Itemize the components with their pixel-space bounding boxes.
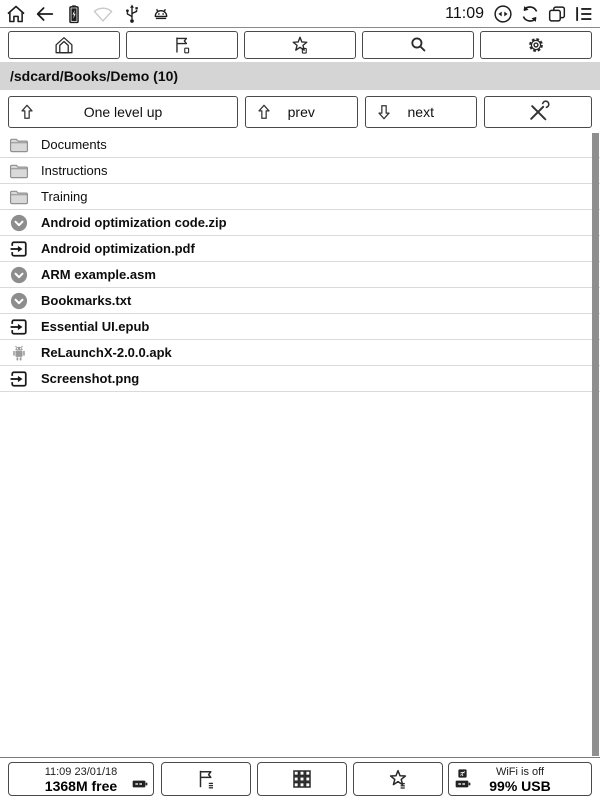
- next-label: next: [407, 104, 434, 120]
- list-item[interactable]: [0, 314, 600, 340]
- file-name: Documents: [41, 137, 107, 152]
- file-icon: [8, 342, 30, 364]
- file-name: Instructions: [41, 163, 108, 178]
- file-icon: [8, 134, 30, 156]
- file-icon: [8, 238, 30, 260]
- file-icon: [8, 316, 30, 338]
- flagged-button[interactable]: [126, 31, 238, 59]
- file-name: Bookmarks.txt: [41, 293, 132, 308]
- favorites-button[interactable]: [244, 31, 356, 59]
- tools-icon: [526, 100, 550, 124]
- file-list: [0, 132, 600, 392]
- file-name: Training: [41, 189, 88, 204]
- scrollbar[interactable]: [592, 133, 599, 756]
- wifi-status-text: WiFi is off: [495, 766, 545, 778]
- bottom-bar: [0, 757, 600, 800]
- current-path: /sdcard/Books/Demo (10): [10, 68, 179, 84]
- file-icon: [8, 290, 30, 312]
- datetime-text: 11:09 23/01/18: [44, 766, 118, 778]
- file-icon: [8, 186, 30, 208]
- list-item[interactable]: [0, 262, 600, 288]
- back-icon[interactable]: [34, 3, 56, 25]
- status-icons-right: [445, 3, 595, 25]
- one-level-up-button[interactable]: [8, 96, 238, 128]
- data-transfer-icon: [492, 3, 514, 25]
- file-name: Essential UI.epub: [41, 319, 150, 334]
- file-name: Screenshot.png: [41, 371, 140, 386]
- battery-status-text: 99% USB: [489, 778, 551, 794]
- refresh-icon[interactable]: [519, 3, 541, 25]
- toolbar: [8, 31, 592, 59]
- favorites-list-button[interactable]: [353, 762, 443, 796]
- search-button[interactable]: [362, 31, 474, 59]
- settings-button[interactable]: [480, 31, 592, 59]
- prev-button[interactable]: [245, 96, 358, 128]
- tools-button[interactable]: [484, 96, 592, 128]
- list-item[interactable]: [0, 210, 600, 236]
- file-name: ReLaunchX-2.0.0.apk: [41, 345, 172, 360]
- app-grid-button[interactable]: [257, 762, 347, 796]
- one-level-up-label: One level up: [83, 104, 163, 120]
- list-item[interactable]: [0, 132, 600, 158]
- path-bar: [0, 62, 600, 90]
- status-bar: [0, 0, 600, 28]
- file-icon: [8, 368, 30, 390]
- android-icon: [150, 3, 172, 25]
- wifi-battery-button[interactable]: [448, 762, 592, 796]
- flag-list-icon: [194, 767, 218, 791]
- wifi-off-icon: [457, 768, 468, 779]
- clock: 11:09: [445, 4, 484, 22]
- file-name: Android optimization.pdf: [41, 241, 195, 256]
- battery-icon: [132, 779, 148, 789]
- status-right-strip: [492, 3, 595, 25]
- menu-icon[interactable]: [573, 3, 595, 25]
- file-icon: [8, 264, 30, 286]
- list-item[interactable]: [0, 236, 600, 262]
- list-item[interactable]: [0, 288, 600, 314]
- file-name: ARM example.asm: [41, 267, 156, 282]
- usb-icon: [121, 3, 143, 25]
- status-icons-left: [5, 3, 172, 25]
- file-name: Android optimization code.zip: [41, 215, 227, 230]
- arrow-up-icon: [17, 102, 37, 122]
- next-button[interactable]: [365, 96, 478, 128]
- arrow-down-icon: [374, 102, 394, 122]
- list-item[interactable]: [0, 184, 600, 210]
- star-list-icon: [386, 767, 410, 791]
- wifi-icon: [92, 3, 114, 25]
- battery-icon: [455, 779, 471, 789]
- clock-storage-button[interactable]: [8, 762, 154, 796]
- home-icon[interactable]: [5, 3, 27, 25]
- flagged-files-button[interactable]: [161, 762, 251, 796]
- battery-charging-icon: [63, 3, 85, 25]
- grid-icon: [290, 767, 314, 791]
- list-item[interactable]: [0, 366, 600, 392]
- recents-icon[interactable]: [546, 3, 568, 25]
- list-item[interactable]: [0, 158, 600, 184]
- free-space-text: 1368M free: [44, 778, 118, 794]
- file-icon: [8, 212, 30, 234]
- prev-label: prev: [287, 104, 315, 120]
- home-button[interactable]: [8, 31, 120, 59]
- file-icon: [8, 160, 30, 182]
- nav-row: [8, 96, 592, 128]
- arrow-up-icon: [254, 102, 274, 122]
- list-item[interactable]: [0, 340, 600, 366]
